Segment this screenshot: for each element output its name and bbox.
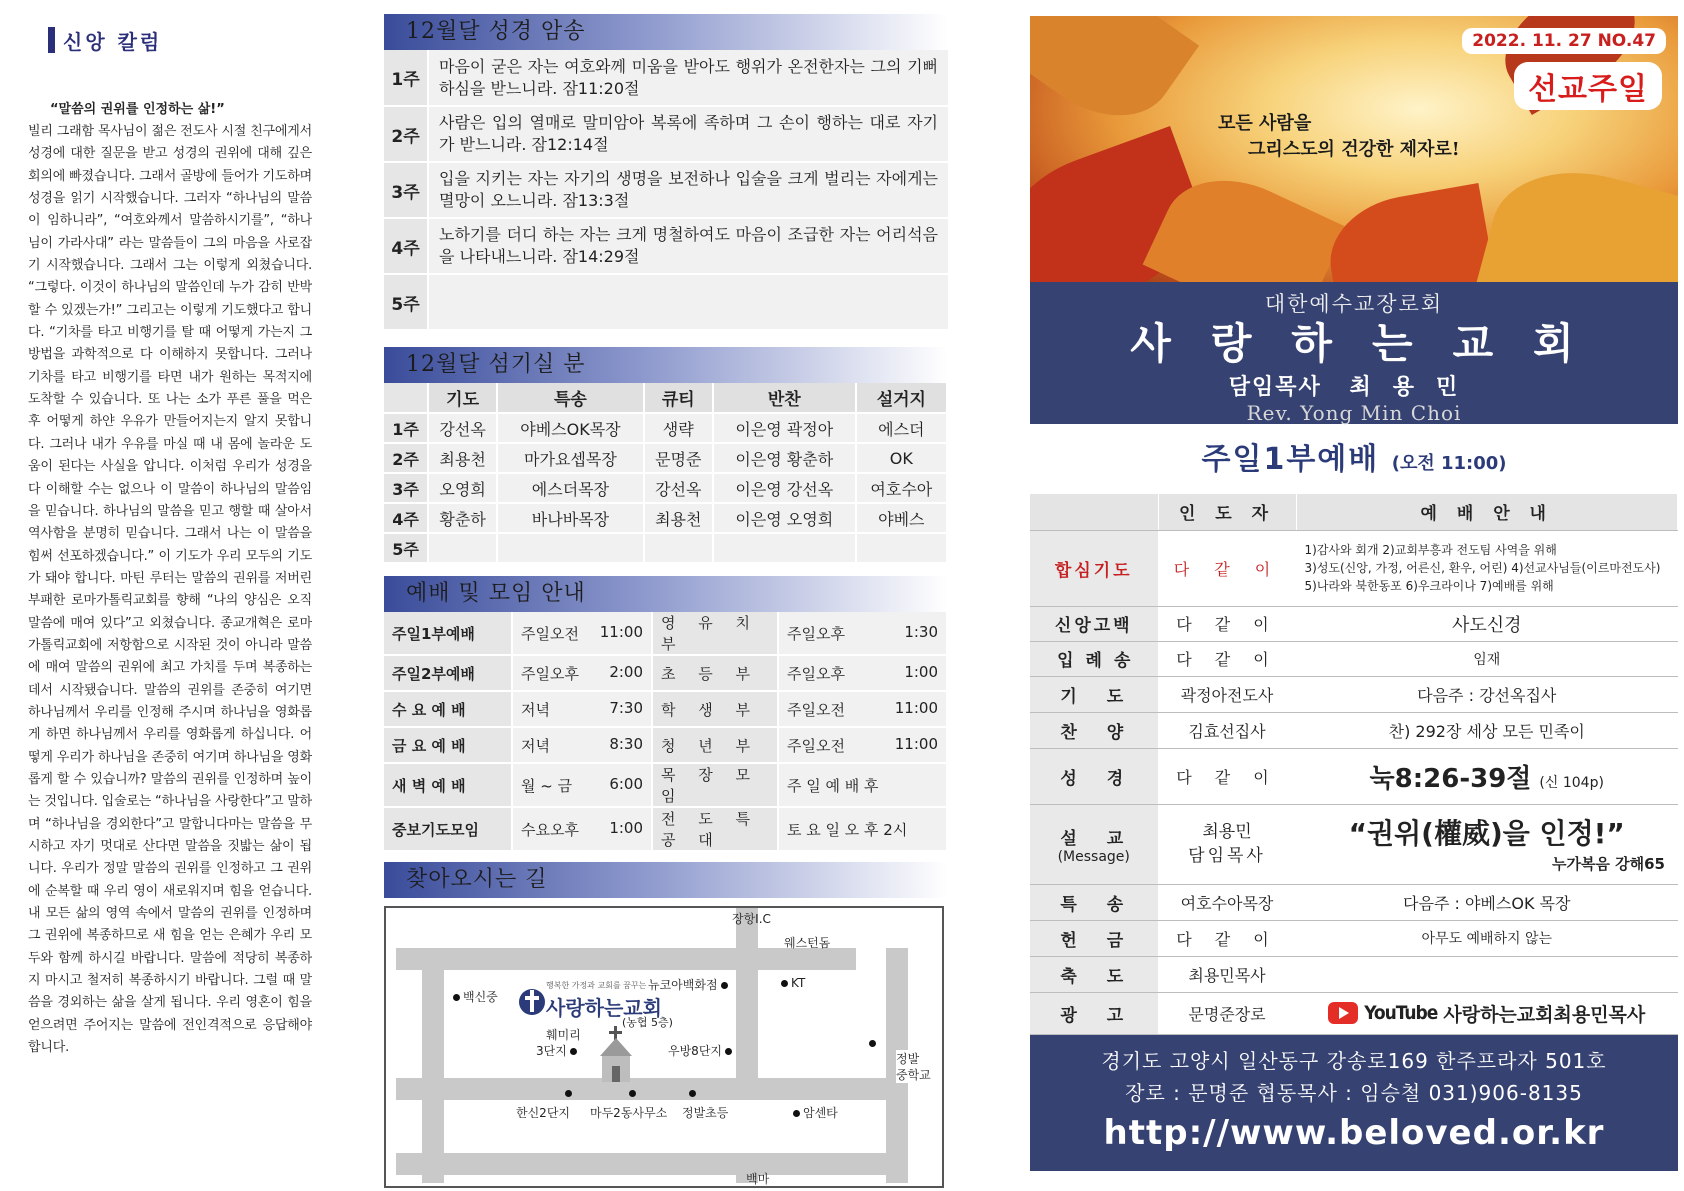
pin-icon — [725, 1048, 732, 1055]
motto-line: 그리스도의 건강한 제자로! — [1248, 139, 1460, 160]
order-desc: 아무도 예배하지 않는 — [1296, 920, 1678, 956]
map-label: 장항I.C — [732, 912, 771, 926]
order-item: 신앙고백 — [1030, 606, 1158, 641]
verse-table — [384, 50, 948, 331]
order-item: 기도 — [1030, 676, 1158, 712]
order-row-creed — [1030, 606, 1678, 641]
church-map-sub: (농협 5층) — [622, 1016, 673, 1029]
youtube-wordmark: YouTube — [1364, 1002, 1438, 1024]
autumn-banner — [1030, 16, 1678, 282]
prayer-list — [1297, 537, 1678, 599]
verse-row — [384, 162, 948, 218]
order-header-desc: 예 배 안 내 — [1296, 494, 1678, 530]
scripture-page: (신 104p) — [1539, 774, 1604, 791]
worship-time: (오전 11:00) — [1391, 453, 1507, 474]
worship-title-text: 주일1부예배 — [1201, 442, 1380, 477]
meeting-time: 주일오전 11:00 — [512, 612, 652, 655]
meeting-name: 수 요 예 배 — [384, 691, 512, 727]
service-cell: 야베스OK목장 — [497, 413, 643, 443]
service-section-title: 12월달 섬기실 분 — [384, 347, 948, 383]
leaf-decoration — [1321, 183, 1499, 282]
order-desc — [1296, 748, 1678, 804]
order-row-announcements — [1030, 992, 1678, 1034]
pastor-english-name: Rev. Yong Min Choi — [1246, 401, 1462, 425]
order-leader: 다 같 이 — [1158, 641, 1296, 676]
order-leader: 다 같 이 — [1158, 530, 1296, 606]
meeting-name: 중보기도모임 — [384, 807, 512, 851]
service-header-blank — [384, 383, 428, 413]
info-column — [384, 14, 948, 1188]
service-cell: 이은영 곽정아 — [713, 413, 856, 443]
meeting-time: 주일오전 11:00 — [778, 727, 947, 763]
verse-row — [384, 50, 948, 106]
service-cell: 생략 — [644, 413, 713, 443]
meeting-time: 저녁 8:30 — [512, 727, 652, 763]
map-label: 중학교 — [896, 1068, 931, 1082]
order-header-leader: 인 도 자 — [1158, 494, 1296, 530]
prayer-line: 5)나라와 북한동포 6)우크라이나 7)예배를 위해 — [1304, 579, 1554, 593]
faith-column-header — [28, 22, 312, 58]
order-desc: 임재 — [1296, 641, 1678, 676]
schedule-section-title: 예배 및 모임 안내 — [384, 576, 948, 612]
sermon-leader-name: 최용민 — [1202, 822, 1252, 842]
order-item: 특송 — [1030, 884, 1158, 920]
denomination: 대한예수교장로회 — [1264, 292, 1444, 316]
road-north — [396, 948, 856, 970]
service-cell: OK — [856, 443, 947, 473]
meeting-time: 주일오후 2:00 — [512, 655, 652, 691]
service-cell: 에스더 — [856, 413, 947, 443]
order-leader: 다 같 이 — [1158, 748, 1296, 804]
meeting-name: 주일1부예배 — [384, 612, 512, 655]
service-week: 1주 — [384, 413, 428, 443]
scripture-reference: 눅8:26-39절 (신 104p) — [1369, 763, 1604, 794]
service-table — [384, 383, 948, 564]
order-row-scripture — [1030, 748, 1678, 804]
verse-text: 노하기를 더디 하는 자는 크게 명철하여도 마음이 조급한 자는 어리석음을 나타내느니라. 잠14:29절 — [428, 218, 948, 274]
map-label: 암센타 — [790, 1104, 838, 1121]
verse-text: 마음이 굳은 자는 여호와께 미움을 받아도 행위가 온전한자는 그의 기뻐하심을 받느니라. 잠11:20절 — [428, 50, 948, 106]
order-item: 입례송 — [1030, 641, 1158, 676]
pin-icon — [629, 1090, 636, 1097]
order-leader: 김효선집사 — [1158, 712, 1296, 748]
order-row-special-song — [1030, 884, 1678, 920]
church-name: 사랑하는교회 — [1130, 319, 1614, 368]
map-label: 훼미리 — [546, 1028, 581, 1042]
meeting-name: 초 등 부 — [652, 655, 778, 691]
meeting-time: 월 ~ 금 6:00 — [512, 763, 652, 807]
service-cell — [713, 533, 856, 563]
meeting-time: 수요오후 1:00 — [512, 807, 652, 851]
verse-text: 사람은 입의 열매로 말미암아 복록에 족하며 그 손이 행하는 대로 자기가 받느니라. 잠12:14절 — [428, 106, 948, 162]
service-cell: 최용천 — [428, 443, 497, 473]
map-label: KT — [778, 976, 805, 990]
service-row — [384, 443, 947, 473]
church-tagline: 행복한 가정과 교회를 꿈꾸는 — [546, 981, 647, 990]
road-south — [396, 1153, 906, 1175]
pastor-name: 최용민 — [1349, 375, 1480, 400]
service-cell: 강선옥 — [644, 473, 713, 503]
verse-row — [384, 218, 948, 274]
meeting-name: 목 장 모 임 — [652, 763, 778, 807]
map-label: 마두2동사무소 — [590, 1106, 668, 1120]
service-cell: 이은영 황춘하 — [713, 443, 856, 473]
sermon-item-label: 설교 — [1060, 828, 1154, 849]
verse-text: 입을 지키는 자는 자기의 생명을 보전하나 입술을 크게 벌리는 자에게는 멸망이 오느니라. 잠13:3절 — [428, 162, 948, 218]
meeting-name: 주일2부예배 — [384, 655, 512, 691]
order-desc — [1296, 530, 1678, 606]
order-row-prayer — [1030, 530, 1678, 606]
service-cell: 마가요셉목장 — [497, 443, 643, 473]
service-cell: 바나바목장 — [497, 503, 643, 533]
service-header: 기도 — [428, 383, 497, 413]
verse-week: 1주 — [384, 50, 428, 106]
order-row-offering — [1030, 920, 1678, 956]
service-header: 특송 — [497, 383, 643, 413]
service-cell: 이은영 강선옥 — [713, 473, 856, 503]
order-item: 찬양 — [1030, 712, 1158, 748]
verse-section-title: 12월달 성경 암송 — [384, 14, 948, 50]
order-desc: 다음주 : 강선옥집사 — [1296, 676, 1678, 712]
map-label: 웨스턴돔 — [784, 936, 831, 950]
service-row — [384, 533, 947, 563]
sermon-leader-title: 담임목사 — [1188, 846, 1266, 866]
prayer-line: 1)감사와 회개 2)교회부흥과 전도팀 사역을 위해 — [1304, 543, 1557, 557]
order-row-sermon — [1030, 804, 1678, 884]
mission-sunday-badge: 선교주일 — [1514, 62, 1662, 110]
order-desc: 찬) 292장 세상 모든 민족이 — [1296, 712, 1678, 748]
church-name-box — [1030, 282, 1678, 424]
map-label: 백신중 — [450, 988, 498, 1005]
service-cell — [856, 533, 947, 563]
road-west — [422, 948, 444, 1183]
pin-icon — [793, 1110, 800, 1117]
order-desc — [1296, 992, 1678, 1034]
schedule-row — [384, 763, 947, 807]
map-label: 우방8단지 — [668, 1042, 735, 1059]
order-desc — [1296, 804, 1678, 884]
youtube-play-icon — [1328, 1002, 1358, 1024]
order-desc: 다음주 : 야베스OK 목장 — [1296, 884, 1678, 920]
faith-column — [28, 22, 312, 1191]
pin-icon — [689, 1090, 696, 1097]
church-motto — [1218, 111, 1460, 163]
church-map-name: 사랑하는교회 — [546, 996, 662, 1020]
verse-text — [428, 274, 948, 330]
order-header-row — [1030, 494, 1678, 530]
verse-row — [384, 106, 948, 162]
leaf-decoration — [1030, 16, 1199, 144]
sermon-reference: 누가복음 강해65 — [1551, 854, 1665, 873]
service-cell: 문명준 — [644, 443, 713, 473]
youtube-channel-name: 사랑하는교회최용민목사 — [1443, 1003, 1646, 1026]
meeting-time: 주일오후 1:30 — [778, 612, 947, 655]
order-item: 헌금 — [1030, 920, 1158, 956]
order-desc — [1296, 956, 1678, 992]
service-week: 3주 — [384, 473, 428, 503]
service-cell: 황춘하 — [428, 503, 497, 533]
order-of-worship-table — [1030, 494, 1678, 1035]
map-pin — [562, 1086, 575, 1100]
service-cell: 이은영 오영희 — [713, 503, 856, 533]
meeting-name: 영 유 치 부 — [652, 612, 778, 655]
map-label: 정발초등 — [682, 1106, 729, 1120]
meeting-time: 토 요 일 오 후 2시 — [778, 807, 947, 851]
pin-icon — [869, 1040, 876, 1047]
service-row — [384, 413, 947, 443]
pin-icon — [570, 1048, 577, 1055]
service-cell — [644, 533, 713, 563]
service-header: 반찬 — [713, 383, 856, 413]
order-leader — [1158, 804, 1296, 884]
service-week: 5주 — [384, 533, 428, 563]
order-item: 성경 — [1030, 748, 1158, 804]
schedule-row — [384, 612, 947, 655]
map-pin — [686, 1086, 699, 1100]
map-label: 3단지 — [536, 1042, 580, 1059]
motto-line: 모든 사람을 — [1218, 113, 1312, 134]
church-building-icon — [592, 1026, 642, 1088]
order-row-entrance — [1030, 641, 1678, 676]
order-leader: 다 같 이 — [1158, 606, 1296, 641]
meeting-time: 주일오후 1:00 — [778, 655, 947, 691]
service-cell: 오영희 — [428, 473, 497, 503]
senior-pastor — [1030, 370, 1678, 401]
order-row-benediction — [1030, 956, 1678, 992]
sermon-title: “권위(權威)을 인정!” — [1348, 816, 1625, 850]
service-cell — [497, 533, 643, 563]
map-label: 뉴코아백화점 — [648, 976, 731, 993]
schedule-row — [384, 807, 947, 851]
order-leader: 여호수아목장 — [1158, 884, 1296, 920]
service-row — [384, 473, 947, 503]
map-label: 정발 — [896, 1052, 920, 1066]
youtube-channel-link[interactable] — [1297, 1000, 1678, 1027]
service-row — [384, 503, 947, 533]
service-cell: 최용천 — [644, 503, 713, 533]
prayer-line: 3)성도(신앙, 가정, 어른신, 환우, 어린) 4)선교사님들(이르마전도사) — [1304, 561, 1661, 575]
meeting-name: 금 요 예 배 — [384, 727, 512, 763]
service-cell: 에스더목장 — [497, 473, 643, 503]
meeting-time: 주일오전 11:00 — [778, 691, 947, 727]
church-website-link[interactable]: http://www.beloved.or.kr — [1103, 1112, 1605, 1153]
meeting-time: 주 일 예 배 후 — [778, 763, 947, 807]
verse-week: 4주 — [384, 218, 428, 274]
order-item — [1030, 804, 1158, 884]
schedule-row — [384, 655, 947, 691]
meeting-name: 전 도 특 공 대 — [652, 807, 778, 851]
order-item: 축도 — [1030, 956, 1158, 992]
bulletin-cover — [1030, 16, 1678, 1171]
map-label — [866, 1036, 879, 1050]
pin-icon — [453, 994, 460, 1001]
order-row-praise — [1030, 712, 1678, 748]
order-leader: 최용민목사 — [1158, 956, 1296, 992]
faith-column-body: 빌리 그래함 목사님이 젊은 전도사 시절 친구에게서 성경에 대한 질문을 받고 성경의 권위에 대해 깊은 회의에 빠졌습니다. 그래서 골방에 들어가 기도하며 성경을 읽기 시작했습니다. 그러자 “하나님의 말씀이 임하니라”, “여호와께서 말씀하시기를”, “하나님이 가라사대” 라는 말씀들이 그의 마음을 사로잡기 시작했습니다. 그래서 그는 이렇게 외쳤습니다. “그렇다. 이것이 하나님의 말씀인데 누가 감히 반박할 수 있겠는가!” 그리고는 이렇게 기도했다고 합니다. “기차를 타고 비행기를 탈 때 어떻게 가는지 그 방법을 과학적으로 다 이해하지 못합니다. 그러나 기차를 타고 비행기를 타면 내가 원하는 목적지에 도착할 수 있습니다. 또 나는 소가 푸른 풀을 먹은 후 어떻게 하얀 우유가 만들어지는지 알지 못합니다. 그러나 내가 우유를 마실 때 내 몸에 놀라운 도움이 된다는 사실을 압니다. 이처럼 우리가 성경을 다 이해할 수는 없으나 이 말씀이 하나님의 말씀임을 믿습니다. 하나님의 말씀을 믿고 행할 때 살아서 역사함을 분명히 믿습니다. 그래서 나는 이 말씀을 힘써 선포하겠습니다.” 이 기도가 우리 모두의 기도가 돼야 합니다. 마틴 루터는 말씀의 권위를 저버린 부패한 로마가톨릭교회를 향해 “나의 양심은 오직 말씀에 매여 있다”고 외쳤습니다. 종교개혁은 로마가톨릭교회에 저항함으로 시작된 것이 아니라 말씀에 매여 말씀의 권위에 최고 가치를 두며 복종하는데서 시작됐습니다. 말씀의 권위를 존중히 여기면 하나님께서 우리를 인정해 주시며 하나님을 영화롭게 하면 하나님께서 우리를 영화롭게 하십니다. 어떻게 우리가 하나님을 존중히 여기며 하나님을 영화롭게 할 수 있습니까? 말씀의 권위를 인정하며 높이는 것입니다. 입술로는 “하나님을 사랑한다”고 말하며 “하나님을 경외한다”고 말합니다마는 말씀을 무시하고 자기 멋대로 산다면 말씀을 짓밟는 삶이 됩니다. 우리가 정말 말씀의 권위를 인정하고 그 권위에 순복할 때 우리 영이 새로워지며 힘을 얻습니다. 내 모든 삶의 영역 속에서 말씀의 권위를 인정하며 그 권위에 복종하므로 새 힘을 얻는 은혜가 우리 모두와 함께 하시길 바랍니다. 말씀에 적당히 복종하지 마시고 철저히 복종하시기 바랍니다. 그럴 때 말씀을 경외하는 삶을 살게 됩니다. 우리 영혼이 힘을 얻으려면 주어지는 말씀에 전인격적으로 응답해야 합니다. — [28, 124, 312, 1056]
map-label: 백마 — [746, 1172, 770, 1186]
order-leader: 곽정아전도사 — [1158, 676, 1296, 712]
order-item: 합심기도 — [1030, 530, 1158, 606]
verse-week: 5주 — [384, 274, 428, 330]
church-address: 경기도 고양시 일산동구 강송로169 한주프라자 501호 — [1101, 1048, 1607, 1073]
church-contacts: 장로 : 문명준 협동목사 : 임승철 031)906-8135 — [1125, 1080, 1583, 1105]
church-footer — [1030, 1035, 1678, 1171]
service-header: 큐티 — [644, 383, 713, 413]
service-week: 4주 — [384, 503, 428, 533]
order-leader: 문명준장로 — [1158, 992, 1296, 1034]
order-desc: 사도신경 — [1296, 606, 1678, 641]
service-cell: 강선옥 — [428, 413, 497, 443]
map-label: 한신2단지 — [516, 1106, 571, 1120]
verse-week: 3주 — [384, 162, 428, 218]
pin-icon — [781, 980, 788, 987]
road-middle — [396, 1078, 906, 1100]
service-cell: 야베스 — [856, 503, 947, 533]
service-header-row — [384, 383, 947, 413]
header-bar — [48, 27, 55, 53]
order-row-prayer-lead — [1030, 676, 1678, 712]
verse-row — [384, 274, 948, 330]
meeting-name: 학 생 부 — [652, 691, 778, 727]
service-week: 2주 — [384, 443, 428, 473]
worship-title — [1030, 424, 1678, 494]
schedule-table — [384, 612, 948, 852]
verse-week: 2주 — [384, 106, 428, 162]
directions-map — [384, 906, 944, 1188]
pin-icon — [721, 982, 728, 989]
sermon-english-label: (Message) — [1057, 848, 1130, 865]
order-leader: 다 같 이 — [1158, 920, 1296, 956]
pin-icon — [565, 1090, 572, 1097]
map-section-title: 찾아오시는 길 — [384, 862, 948, 898]
service-cell — [428, 533, 497, 563]
meeting-name: 새 벽 예 배 — [384, 763, 512, 807]
meeting-time: 저녁 7:30 — [512, 691, 652, 727]
service-header: 설거지 — [856, 383, 947, 413]
leaf-decoration — [1475, 151, 1678, 282]
issue-date-badge: 2022. 11. 27 NO.47 — [1462, 28, 1666, 54]
faith-column-title: 신앙 칼럼 — [63, 29, 163, 54]
service-cell: 여호수아 — [856, 473, 947, 503]
order-header-blank — [1030, 494, 1158, 530]
schedule-row — [384, 691, 947, 727]
schedule-row — [384, 727, 947, 763]
faith-column-subtitle: “말씀의 권위를 인정하는 삶!” — [50, 102, 225, 117]
order-item: 광고 — [1030, 992, 1158, 1034]
pastor-title: 담임목사 — [1228, 375, 1322, 400]
meeting-name: 청 년 부 — [652, 727, 778, 763]
map-pin — [626, 1086, 639, 1100]
